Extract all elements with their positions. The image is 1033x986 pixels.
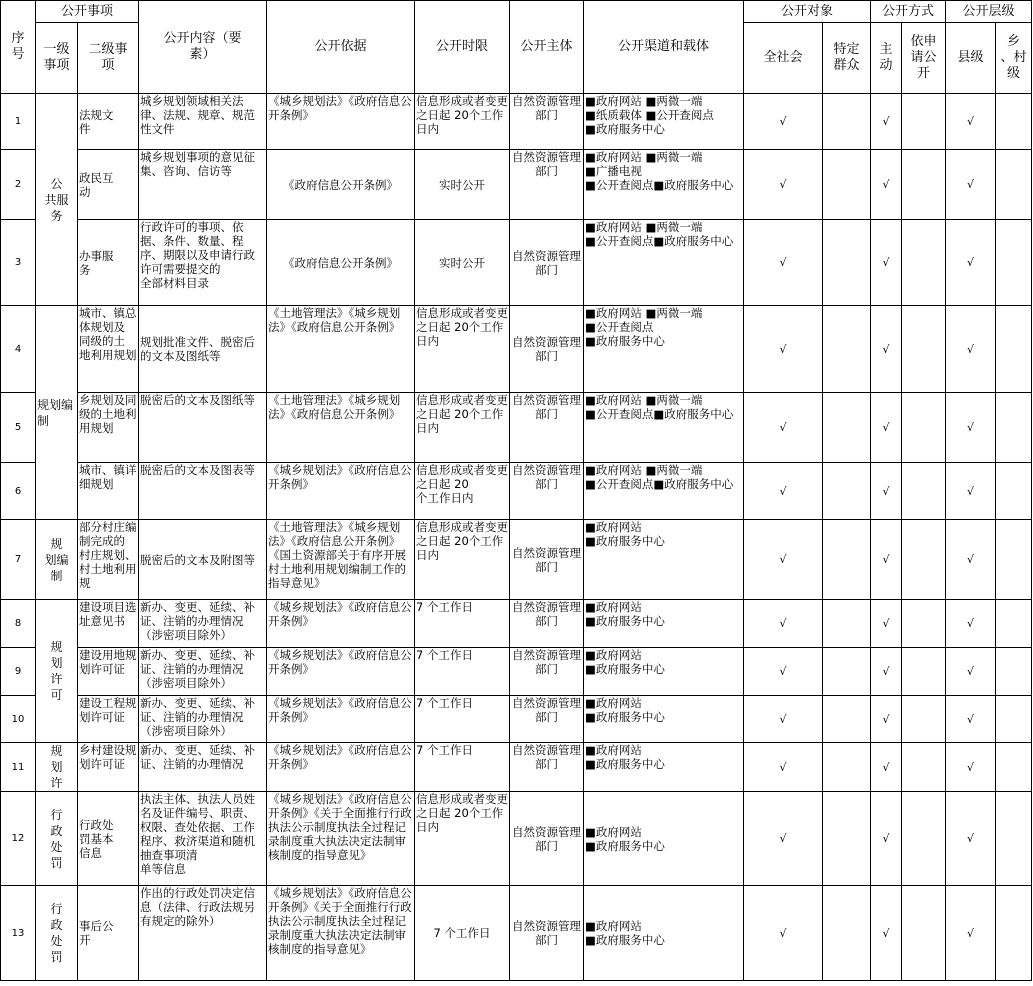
- empty-on-request: [902, 792, 946, 886]
- time-cell: 实时公开: [415, 150, 510, 220]
- time-cell: 7 个工作日: [415, 600, 510, 648]
- empty-township: [996, 150, 1032, 220]
- check-county: √: [946, 393, 996, 463]
- check-all-society: √: [744, 150, 823, 220]
- time-cell: 7 个工作日: [415, 696, 510, 743]
- channel-cell: ■政府网站 ■政府服务中心: [584, 600, 744, 648]
- level2-cell: 部分村庄编制完成的 村庄规划、村土地利用规: [78, 520, 139, 600]
- check-active: √: [871, 306, 902, 393]
- empty-specific-groups: [823, 743, 871, 792]
- row-number: 5: [1, 393, 36, 463]
- empty-township: [996, 648, 1032, 696]
- check-county: √: [946, 306, 996, 393]
- time-cell: 实时公开: [415, 220, 510, 306]
- time-cell: 信息形成或者变更之日起 20个工作日内: [415, 520, 510, 600]
- level1-cell: 行 政 处 罚: [36, 886, 78, 981]
- check-county: √: [946, 743, 996, 792]
- content-cell: 新办、变更、延续、补证、注销的办理情况（涉密项目除外）: [139, 696, 267, 743]
- header-time-limit: 公开时限: [415, 1, 510, 94]
- check-active: √: [871, 150, 902, 220]
- check-active: √: [871, 600, 902, 648]
- time-cell: 信息形成或者变更之日起 20个工作日内: [415, 792, 510, 886]
- row-number: 6: [1, 463, 36, 520]
- header-row-1: [1, 1, 1032, 23]
- row-number: 9: [1, 648, 36, 696]
- empty-township: [996, 94, 1032, 150]
- empty-township: [996, 463, 1032, 520]
- content-cell: 新办、变更、延续、补证、注销的办理情况: [139, 743, 267, 792]
- level1-cell: 公 共服 务: [36, 94, 78, 306]
- header-audience: 公开对象: [744, 1, 871, 23]
- check-county: √: [946, 94, 996, 150]
- content-cell: 城乡规划领域相关法律、法规、规章、规范性文件: [139, 94, 267, 150]
- subject-cell: 自然资源管理部门: [510, 648, 584, 696]
- channel-cell: ■政府网站 ■两微一端 ■广播电视 ■公开查阅点■政府服务中心: [584, 150, 744, 220]
- check-county: √: [946, 648, 996, 696]
- basis-cell: 《城乡规划法》《政府信息公开条例》: [267, 600, 415, 648]
- content-cell: 脱密后的文本及附图等: [139, 520, 267, 600]
- basis-cell: 《城乡规划法》《政府信息公开条例》: [267, 696, 415, 743]
- level1-cell: 规 划 许: [36, 743, 78, 792]
- channel-cell: ■政府网站 ■两微一端 ■公开查阅点■政府服务中心: [584, 220, 744, 306]
- channel-cell: ■政府网站 ■两微一端 ■公开查阅点■政府服务中心: [584, 463, 744, 520]
- time-cell: 7 个工作日: [415, 743, 510, 792]
- header-channel: 公开渠道和载体: [584, 1, 744, 94]
- empty-specific-groups: [823, 696, 871, 743]
- check-county: √: [946, 792, 996, 886]
- content-cell: 城乡规划事项的意见征集、咨询、信访等: [139, 150, 267, 220]
- row-number: 7: [1, 520, 36, 600]
- row-number: 10: [1, 696, 36, 743]
- empty-on-request: [902, 463, 946, 520]
- empty-specific-groups: [823, 306, 871, 393]
- empty-specific-groups: [823, 792, 871, 886]
- basis-cell: 《城乡规划法》《政府信息公开条例》: [267, 648, 415, 696]
- table-row: [1, 600, 1032, 648]
- channel-cell: ■政府网站 ■两微一端 ■纸质载体 ■公开查阅点 ■政府服务中心: [584, 94, 744, 150]
- empty-on-request: [902, 600, 946, 648]
- row-number: 1: [1, 94, 36, 150]
- header-level2: 二级事 项: [78, 23, 139, 94]
- empty-township: [996, 220, 1032, 306]
- empty-township: [996, 792, 1032, 886]
- header-on-request: 依申 请公 开: [902, 23, 946, 94]
- empty-township: [996, 696, 1032, 743]
- empty-on-request: [902, 306, 946, 393]
- subject-cell: 自然资源管理部门: [510, 743, 584, 792]
- check-all-society: √: [744, 220, 823, 306]
- header-disclosure-items: 公开事项: [36, 1, 139, 23]
- level2-cell: 事后公 开: [78, 886, 139, 981]
- subject-cell: 自然资源管理部门: [510, 600, 584, 648]
- empty-specific-groups: [823, 600, 871, 648]
- row-number: 12: [1, 792, 36, 886]
- content-cell: 脱密后的文本及图纸等: [139, 393, 267, 463]
- subject-cell: 自然资源管理部门: [510, 393, 584, 463]
- empty-specific-groups: [823, 463, 871, 520]
- empty-specific-groups: [823, 648, 871, 696]
- header-subject: 公开主体: [510, 1, 584, 94]
- empty-on-request: [902, 150, 946, 220]
- level2-cell: 建设用地规划许可证: [78, 648, 139, 696]
- subject-cell: 自然资源管理部门: [510, 520, 584, 600]
- table-row: [1, 306, 1032, 393]
- level2-cell: 建设项目选址意见书: [78, 600, 139, 648]
- table-row: [1, 94, 1032, 150]
- content-cell: 作出的行政处罚决定信息（法律、行政法规另有规定的除外）: [139, 886, 267, 981]
- empty-specific-groups: [823, 393, 871, 463]
- row-number: 8: [1, 600, 36, 648]
- time-cell: 信息形成或者变更之日起 20个工作日内: [415, 94, 510, 150]
- check-county: √: [946, 150, 996, 220]
- empty-on-request: [902, 520, 946, 600]
- check-county: √: [946, 696, 996, 743]
- check-county: √: [946, 886, 996, 981]
- basis-cell: 《土地管理法》《城乡规划法》《政府信息公开条例》: [267, 393, 415, 463]
- row-number: 11: [1, 743, 36, 792]
- level2-cell: 城市、镇详细规划: [78, 463, 139, 520]
- subject-cell: 自然资源管理部门: [510, 463, 584, 520]
- table-row: [1, 648, 1032, 696]
- check-active: √: [871, 220, 902, 306]
- subject-cell: 自然资源管理部门: [510, 886, 584, 981]
- empty-township: [996, 306, 1032, 393]
- channel-cell: ■政府网站 ■两微一端 ■公开查阅点 ■政府服务中心: [584, 306, 744, 393]
- header-level1: 一级 事项: [36, 23, 78, 94]
- check-all-society: √: [744, 520, 823, 600]
- basis-cell: 《城乡规划法》《政府信息公开条例》《关于全面推行行政执法公示制度执法全过程记录制度重大执法决定法制审核制度的指导意见》: [267, 792, 415, 886]
- check-active: √: [871, 520, 902, 600]
- table-row: [1, 520, 1032, 600]
- header-county: 县级: [946, 23, 996, 94]
- level2-cell: 政民互 动: [78, 150, 139, 220]
- row-number: 13: [1, 886, 36, 981]
- content-cell: 新办、变更、延续、补证、注销的办理情况（涉密项目除外）: [139, 600, 267, 648]
- basis-cell: 《城乡规划法》《政府信息公开条例》: [267, 463, 415, 520]
- channel-cell: ■政府网站 ■政府服务中心: [584, 886, 744, 981]
- check-active: √: [871, 94, 902, 150]
- level2-cell: 法规文 件: [78, 94, 139, 150]
- check-all-society: √: [744, 886, 823, 981]
- table-row: [1, 393, 1032, 463]
- channel-cell: ■政府网站 ■政府服务中心: [584, 792, 744, 886]
- table-row: [1, 150, 1032, 220]
- header-all-society: 全社会: [744, 23, 823, 94]
- check-active: √: [871, 648, 902, 696]
- check-all-society: √: [744, 306, 823, 393]
- level2-cell: 城市、镇总体规划及 同级的土 地利用规划: [78, 306, 139, 393]
- subject-cell: 自然资源管理部门: [510, 220, 584, 306]
- empty-specific-groups: [823, 220, 871, 306]
- content-cell: 脱密后的文本及图表等: [139, 463, 267, 520]
- content-cell: 新办、变更、延续、补证、注销的办理情况（涉密项目除外）: [139, 648, 267, 696]
- check-all-society: √: [744, 393, 823, 463]
- time-cell: 信息形成或者变更之日起 20 个工作日内: [415, 463, 510, 520]
- content-cell: 行政许可的事项、依据、条件、数量、程序、期限以及申请行政许可需要提交的 全部材料目录: [139, 220, 267, 306]
- channel-cell: ■政府网站 ■政府服务中心: [584, 696, 744, 743]
- subject-cell: 自然资源管理部门: [510, 150, 584, 220]
- channel-cell: ■政府网站 ■政府服务中心: [584, 743, 744, 792]
- check-all-society: √: [744, 792, 823, 886]
- table-row: [1, 792, 1032, 886]
- basis-cell: 《土地管理法》《城乡规划法》《政府信息公开条例》: [267, 306, 415, 393]
- check-county: √: [946, 520, 996, 600]
- empty-specific-groups: [823, 94, 871, 150]
- empty-on-request: [902, 648, 946, 696]
- basis-cell: 《城乡规划法》《政府信息公开条例》: [267, 743, 415, 792]
- time-cell: 信息形成或者变更之日起 20个工作日内: [415, 393, 510, 463]
- level2-cell: 乡村建设规划许可证: [78, 743, 139, 792]
- time-cell: 7 个工作日: [415, 648, 510, 696]
- row-number: 4: [1, 306, 36, 393]
- header-township: 乡 、村 级: [996, 23, 1032, 94]
- content-cell: 执法主体、执法人员姓名及证件编号、职责、权限、查处依据、工作程序、救济渠道和随机抽查事项清 单等信息: [139, 792, 267, 886]
- check-all-society: √: [744, 696, 823, 743]
- check-active: √: [871, 393, 902, 463]
- basis-cell: 《城乡规划法》《政府信息公开条例》《关于全面推行行政执法公示制度执法全过程记录制度重大执法决定法制审核制度的指导意见》: [267, 886, 415, 981]
- check-county: √: [946, 220, 996, 306]
- level2-cell: 建设工程规划许可证: [78, 696, 139, 743]
- empty-township: [996, 393, 1032, 463]
- channel-cell: ■政府网站 ■政府服务中心: [584, 648, 744, 696]
- empty-specific-groups: [823, 520, 871, 600]
- empty-specific-groups: [823, 886, 871, 981]
- header-seq: 序 号: [1, 1, 36, 94]
- header-basis: 公开依据: [267, 1, 415, 94]
- basis-cell: 《土地管理法》《城乡规划法》《政府信息公开条例》《国土资源部关于有序开展村土地利用规划编制工作的指导意见》: [267, 520, 415, 600]
- table-row: [1, 743, 1032, 792]
- content-cell: 规划批准文件、脱密后的文本及图纸等: [139, 306, 267, 393]
- empty-on-request: [902, 220, 946, 306]
- header-method: 公开方式: [871, 1, 946, 23]
- check-active: √: [871, 463, 902, 520]
- level1-cell: 行 政 处 罚: [36, 792, 78, 886]
- basis-cell: 《政府信息公开条例》: [267, 150, 415, 220]
- check-active: √: [871, 792, 902, 886]
- level2-cell: 行政处 罚基本 信息: [78, 792, 139, 886]
- empty-specific-groups: [823, 150, 871, 220]
- header-active: 主 动: [871, 23, 902, 94]
- table-row: [1, 220, 1032, 306]
- check-active: √: [871, 886, 902, 981]
- check-all-society: √: [744, 94, 823, 150]
- time-cell: 7 个工作日: [415, 886, 510, 981]
- table-row: [1, 696, 1032, 743]
- empty-on-request: [902, 743, 946, 792]
- empty-on-request: [902, 393, 946, 463]
- empty-on-request: [902, 94, 946, 150]
- check-county: √: [946, 463, 996, 520]
- empty-township: [996, 743, 1032, 792]
- level1-cell: 规划编 制: [36, 306, 78, 520]
- header-specific-groups: 特定 群众: [823, 23, 871, 94]
- empty-on-request: [902, 696, 946, 743]
- row-number: 3: [1, 220, 36, 306]
- row-number: 2: [1, 150, 36, 220]
- channel-cell: ■政府网站 ■政府服务中心: [584, 520, 744, 600]
- level1-cell: 规 划 许 可: [36, 600, 78, 743]
- basis-cell: 《城乡规划法》《政府信息公开条例》: [267, 94, 415, 150]
- subject-cell: 自然资源管理部门: [510, 94, 584, 150]
- empty-on-request: [902, 886, 946, 981]
- check-all-society: √: [744, 743, 823, 792]
- subject-cell: 自然资源管理部门: [510, 306, 584, 393]
- table-row: [1, 463, 1032, 520]
- level1-cell: 规 划编 制: [36, 520, 78, 600]
- check-all-society: √: [744, 648, 823, 696]
- empty-township: [996, 520, 1032, 600]
- check-all-society: √: [744, 600, 823, 648]
- empty-township: [996, 600, 1032, 648]
- header-level: 公开层级: [946, 1, 1032, 23]
- basis-cell: 《政府信息公开条例》: [267, 220, 415, 306]
- table-row: [1, 886, 1032, 981]
- subject-cell: 自然资源管理部门: [510, 792, 584, 886]
- level2-cell: 乡规划及同级的土地利用规划: [78, 393, 139, 463]
- check-active: √: [871, 696, 902, 743]
- header-content: 公开内容（要 素）: [139, 1, 267, 94]
- channel-cell: ■政府网站 ■两微一端 ■公开查阅点■政府服务中心: [584, 393, 744, 463]
- empty-township: [996, 886, 1032, 981]
- check-active: √: [871, 743, 902, 792]
- subject-cell: 自然资源管理部门: [510, 696, 584, 743]
- check-all-society: √: [744, 463, 823, 520]
- level2-cell: 办事服 务: [78, 220, 139, 306]
- time-cell: 信息形成或者变更之日起 20个工作日内: [415, 306, 510, 393]
- check-county: √: [946, 600, 996, 648]
